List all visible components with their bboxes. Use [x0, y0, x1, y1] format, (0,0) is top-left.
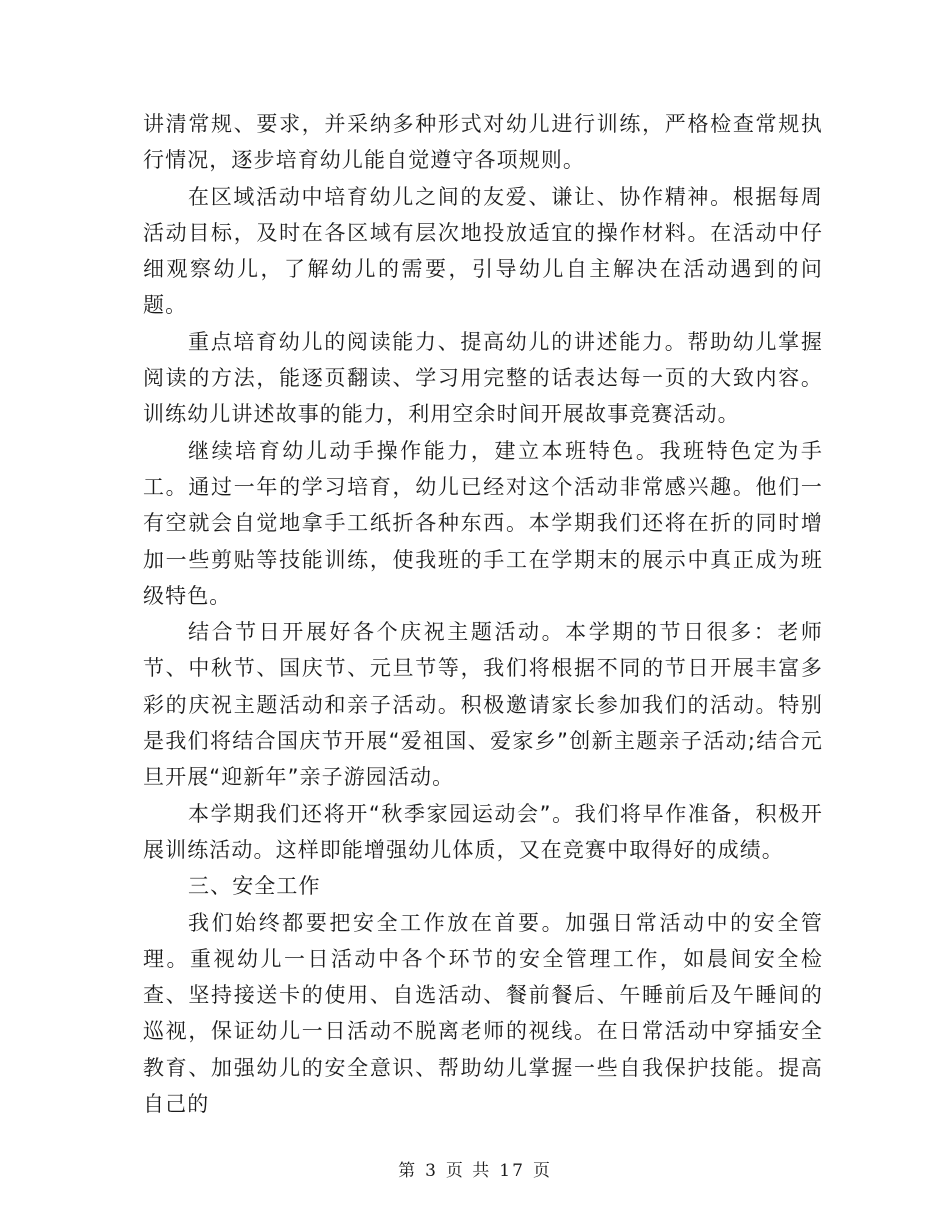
footer-suffix: 页: [532, 1161, 552, 1181]
paragraph-area-activities: 在区域活动中培育幼儿之间的友爱、谦让、协作精神。根据每周活动目标，及时在各区域有层次地投放适宜的操作材料。在活动中仔细观察幼儿，了解幼儿的需要，引导幼儿自主解决在活动遇到的问题。: [143, 184, 823, 318]
footer-prefix: 第: [398, 1161, 418, 1181]
section-heading-safety: 三、安全工作: [188, 874, 321, 899]
paragraph-continued: 讲清常规、要求，并采纳多种形式对幼儿进行训练，严格检查常规执行情况，逐步培育幼儿能自觉遵守各项规则。: [143, 112, 823, 173]
footer-page-number: 3: [425, 1161, 438, 1181]
paragraph-sports-meet: 本学期我们还将开“秋季家园运动会”。我们将早作准备，积极开展训练活动。这样即能增强幼儿体质，又在竞赛中取得好的成绩。: [143, 801, 823, 862]
page-footer: [0, 1156, 950, 1181]
paragraph-safety: 我们始终都要把安全工作放在首要。加强日常活动中的安全管理。重视幼儿一日活动中各个环节的安全管理工作，如晨间安全检查、坚持接送卡的使用、自选活动、餐前餐后、午睡前后及午睡间的巡视，保证幼儿一日活动不脱离老师的视线。在日常活动中穿插安全教育、加强幼儿的安全意识、帮助幼儿掌握一些自我保护技能。提高自己的: [143, 910, 823, 1117]
paragraph-handcraft: 继续培育幼儿动手操作能力，建立本班特色。我班特色定为手工。通过一年的学习培育，幼儿已经对这个活动非常感兴趣。他们一有空就会自觉地拿手工纸折各种东西。本学期我们还将在折的同时增加一些剪贴等技能训练，使我班的手工在学期末的展示中真正成为班级特色。: [143, 438, 823, 608]
paragraph-festivals: 结合节日开展好各个庆祝主题活动。本学期的节日很多：老师节、中秋节、国庆节、元旦节等，我们将根据不同的节日开展丰富多彩的庆祝主题活动和亲子活动。积极邀请家长参加我们的活动。特别是我们将结合国庆节开展“爱祖国、爱家乡”创新主题亲子活动;结合元旦开展“迎新年”亲子游园活动。: [143, 620, 823, 790]
document-body: [143, 106, 823, 1122]
footer-total-pages: 17: [499, 1161, 525, 1181]
paragraph-reading-ability: 重点培育幼儿的阅读能力、提高幼儿的讲述能力。帮助幼儿掌握阅读的方法，能逐页翻读、学习用完整的话表达每一页的大致内容。训练幼儿讲述故事的能力，利用空余时间开展故事竞赛活动。: [143, 329, 823, 427]
footer-middle: 页 共: [445, 1161, 492, 1181]
